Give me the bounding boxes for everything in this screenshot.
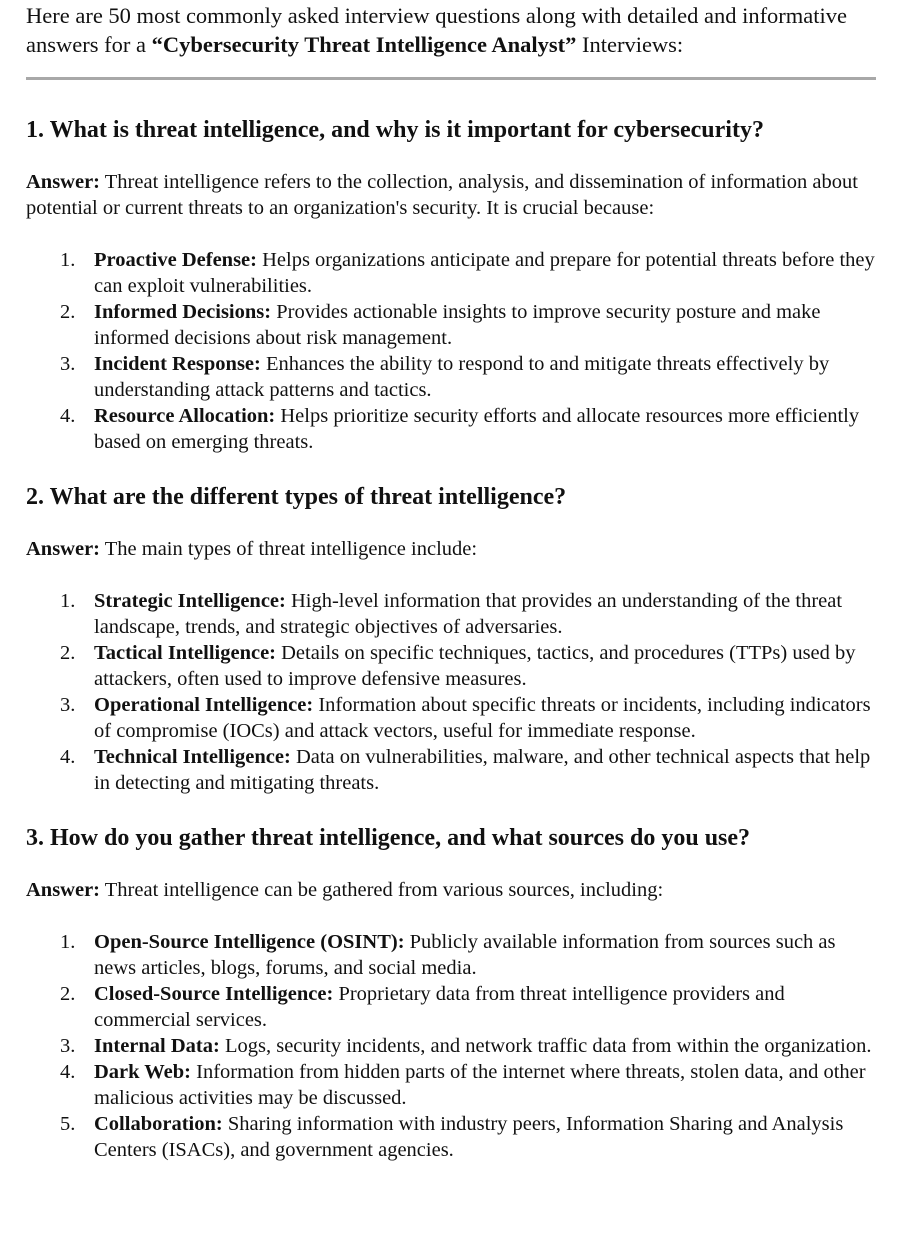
list-item-text: Information about specific threats or incidents, including indicators of compromise (IOCs) and attack vectors, useful for immediate response.	[94, 694, 871, 742]
question-heading: 2. What are the different types of threat intelligence?	[26, 484, 567, 510]
answer-list	[26, 588, 876, 796]
list-number: 1.	[60, 249, 76, 271]
list-item-term: Open-Source Intelligence (OSINT):	[94, 931, 405, 953]
intro-paragraph	[26, 0, 876, 59]
list-item-term: Proactive Defense:	[94, 249, 257, 271]
list-item-term: Closed-Source Intelligence:	[94, 983, 334, 1005]
list-item-term: Technical Intelligence:	[94, 746, 291, 768]
answer-list	[26, 247, 876, 455]
intro-text: Here are 50 most commonly asked interview questions along with detailed and informative answers for a	[26, 3, 848, 57]
answer-paragraph	[26, 169, 876, 221]
answer-label: Answer:	[26, 538, 101, 560]
answer-text: Threat intelligence refers to the collection, analysis, and dissemination of information about potential or current threats to an organization's security. It is crucial because:	[26, 171, 858, 219]
list-item-term: Collaboration:	[94, 1113, 223, 1135]
list-item-text: Information from hidden parts of the internet where threats, stolen data, and other malicious activities may be discussed.	[94, 1061, 866, 1109]
list-item	[26, 1033, 876, 1059]
list-item-term: Operational Intelligence:	[94, 694, 314, 716]
list-item-text: Provides actionable insights to improve security posture and make informed decisions about risk management.	[94, 301, 821, 349]
list-item	[26, 403, 876, 455]
list-number: 4.	[60, 746, 76, 768]
list-item-text: Helps organizations anticipate and prepare for potential threats before they can exploit vulnerabilities.	[94, 249, 875, 297]
question-heading: 3. How do you gather threat intelligence, and what sources do you use?	[26, 825, 751, 851]
list-item	[26, 351, 876, 403]
document-page	[26, 0, 876, 1163]
list-number: 4.	[60, 1061, 76, 1083]
list-number: 3.	[60, 353, 76, 375]
list-number: 5.	[60, 1113, 76, 1135]
answer-label: Answer:	[26, 879, 101, 901]
list-item-text: Details on specific techniques, tactics, and procedures (TTPs) used by attackers, often used to improve defensive measures.	[94, 642, 856, 690]
list-item-text: Publicly available information from sources such as news articles, blogs, forums, and social media.	[94, 931, 836, 979]
list-number: 3.	[60, 694, 76, 716]
list-item	[26, 640, 876, 692]
list-item-term: Strategic Intelligence:	[94, 590, 286, 612]
list-number: 2.	[60, 983, 76, 1005]
list-number: 1.	[60, 590, 76, 612]
intro-text-end: Interviews:	[576, 32, 684, 57]
answer-text: The main types of threat intelligence include:	[100, 538, 478, 560]
list-item	[26, 299, 876, 351]
list-item	[26, 1111, 876, 1163]
list-item-text: Sharing information with industry peers, Information Sharing and Analysis Centers (ISACs), and government agencies.	[94, 1113, 844, 1161]
intro-job-title: “Cybersecurity Threat Intelligence Analyst”	[151, 32, 577, 57]
list-item-term: Informed Decisions:	[94, 301, 272, 323]
list-number: 3.	[60, 1035, 76, 1057]
list-item	[26, 588, 876, 640]
answer-list	[26, 929, 876, 1163]
list-item-term: Incident Response:	[94, 353, 261, 375]
list-item	[26, 744, 876, 796]
list-item-text: High-level information that provides an understanding of the threat landscape, trends, and strategic objectives of adversaries.	[94, 590, 843, 638]
list-item	[26, 929, 876, 981]
answer-paragraph	[26, 536, 876, 562]
list-item	[26, 692, 876, 744]
list-item	[26, 1059, 876, 1111]
question-heading: 1. What is threat intelligence, and why is it important for cybersecurity?	[26, 117, 764, 143]
list-item-term: Tactical Intelligence:	[94, 642, 276, 664]
list-item-term: Resource Allocation:	[94, 405, 276, 427]
list-item-text: Enhances the ability to respond to and mitigate threats effectively by understanding attack patterns and tactics.	[94, 353, 830, 401]
answer-paragraph	[26, 877, 876, 903]
list-item-text: Helps prioritize security efforts and allocate resources more efficiently based on emerging threats.	[94, 405, 860, 453]
answer-text: Threat intelligence can be gathered from various sources, including:	[100, 879, 664, 901]
list-number: 2.	[60, 301, 76, 323]
list-item	[26, 981, 876, 1033]
list-number: 2.	[60, 642, 76, 664]
list-item-term: Internal Data:	[94, 1035, 220, 1057]
list-item-term: Dark Web:	[94, 1061, 192, 1083]
list-item	[26, 247, 876, 299]
list-number: 1.	[60, 931, 76, 953]
list-item-text: Data on vulnerabilities, malware, and other technical aspects that help in detecting and mitigating threats.	[94, 746, 871, 794]
answer-label: Answer:	[26, 171, 101, 193]
horizontal-divider	[26, 77, 876, 80]
list-item-text: Logs, security incidents, and network traffic data from within the organization.	[219, 1035, 872, 1057]
list-item-text: Proprietary data from threat intelligence providers and commercial services.	[94, 983, 785, 1031]
list-number: 4.	[60, 405, 76, 427]
